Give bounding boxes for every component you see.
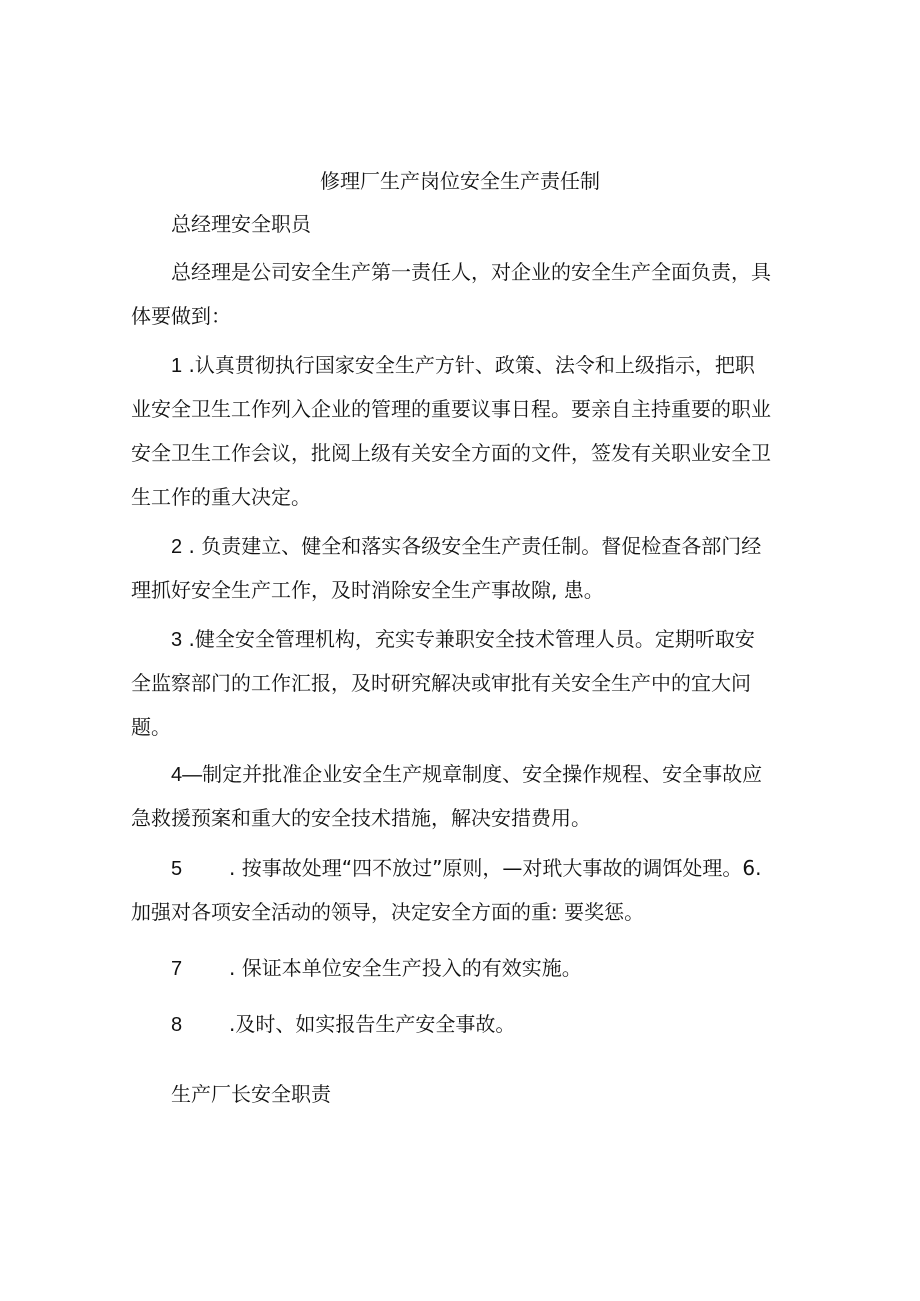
paragraph-line: 安全卫生工作会议，批阅上级有关安全方面的文件，签发有关职业安全卫 [131, 441, 771, 465]
item-number: 8 [171, 1014, 183, 1036]
paragraph-line: 急救援预案和重大的安全技术措施，解决安措费用。 [131, 806, 591, 830]
item-number: 3 [171, 629, 183, 651]
item-number: 4— [171, 764, 203, 786]
item-number: 7 [171, 958, 183, 980]
item-text: .认真贯彻执行国家安全生产方针、政策、法令和上级指示，把职 [182, 353, 755, 377]
paragraph-line: 理抓好安全生产工作，及时消除安全生产事故隙, 患。 [131, 578, 604, 602]
paragraph-line: 体要做到： [131, 304, 231, 328]
paragraph-line [131, 846, 779, 890]
paragraph-line: 总经理是公司安全生产第一责任人，对企业的安全生产全面负责，具 [171, 260, 771, 284]
item-text: . 按事故处理“四不放过”原则，—对玳大事故的调饵处理。6. [229, 856, 762, 880]
item-number: 2 [171, 536, 183, 558]
paragraph-line [131, 946, 779, 990]
paragraph-line [131, 1002, 779, 1046]
section-heading-production-director: 生产厂长安全职责 [171, 1082, 331, 1106]
paragraph-line [131, 343, 779, 387]
intro-paragraph [131, 250, 779, 338]
paragraph-line [131, 524, 779, 568]
paragraph-line: 题。 [131, 715, 171, 739]
item-number: 5 [171, 858, 183, 880]
item-text: . 负责建立、健全和落实各级安全生产责任制。督促检查各部门经 [182, 534, 762, 558]
list-item-3 [131, 617, 779, 749]
item-number: 1 [171, 355, 183, 377]
paragraph-line: 生工作的重大决定。 [131, 485, 311, 509]
section-heading-general-manager: 总经理安全职员 [171, 212, 311, 236]
item-text: . 保证本单位安全生产投入的有效实施。 [229, 956, 582, 980]
paragraph-line [131, 752, 779, 796]
item-text: .健全安全管理机构，充实专兼职安全技术管理人员。定期听取安 [182, 627, 755, 651]
list-item-4 [131, 752, 779, 840]
list-item-7 [131, 946, 779, 990]
list-item-1 [131, 343, 779, 519]
item-text: .及时、如实报告生产安全事故。 [229, 1012, 516, 1036]
paragraph-line: 业安全卫生工作列入企业的管理的重要议事日程。要亲自主持重要的职业 [131, 397, 771, 421]
paragraph-line [131, 617, 779, 661]
list-item-2 [131, 524, 779, 612]
list-item-8 [131, 1002, 779, 1046]
paragraph-line: 全监察部门的工作汇报，及时研究解决或审批有关安全生产中的宜大问 [131, 671, 751, 695]
document-title: 修理厂生产岗位安全生产责任制 [320, 169, 600, 193]
list-item-5 [131, 846, 779, 934]
item-text: 制定并批准企业安全生产规章制度、安全操作规程、安全事故应 [202, 762, 763, 786]
paragraph-line: 加强对各项安全活动的领导，决定安全方面的重: 要奖惩。 [131, 900, 645, 924]
